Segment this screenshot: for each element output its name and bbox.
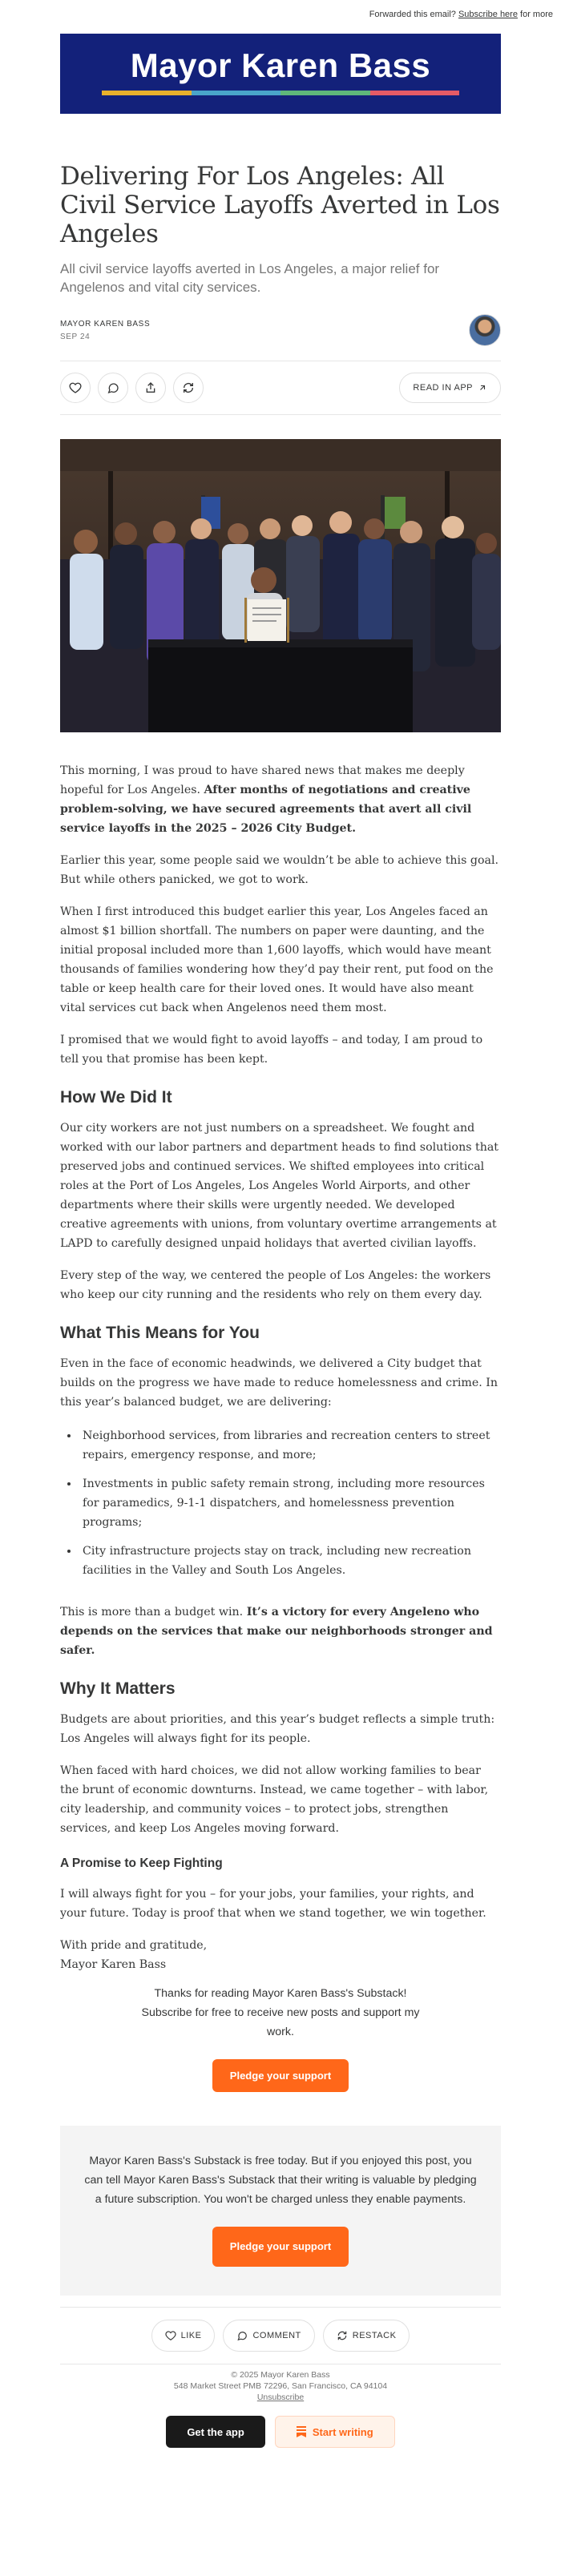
stripe-yellow	[102, 91, 192, 95]
read-in-app-button[interactable]	[399, 373, 501, 403]
paragraph: Budgets are about priorities, and this year’s budget reflects a simple truth: Los Angeles will always fight for its people.	[60, 1713, 495, 1745]
paragraph-bold: After months of negotiations and creative problem-solving, we have secured agreements that avert all civil service layoffs in the 2025 – 2026 City Budget.	[60, 784, 472, 835]
bullet-list	[60, 1426, 501, 1580]
restack-icon	[182, 381, 195, 394]
restack-button[interactable]	[173, 373, 204, 403]
publication-banner[interactable]	[60, 34, 501, 114]
subscribe-link[interactable]: Subscribe here	[458, 10, 518, 19]
start-writing-button[interactable]	[275, 2416, 395, 2448]
arrow-up-right-icon	[478, 383, 487, 393]
pledge-support-button[interactable]: Pledge your support	[212, 2059, 349, 2092]
section-heading: Why It Matters	[60, 1679, 176, 1698]
app-buttons	[60, 2416, 501, 2457]
substack-logo-icon	[297, 2426, 306, 2437]
comment-icon	[236, 2330, 248, 2341]
bill-signing-photo	[60, 439, 501, 732]
stripe-green	[280, 91, 370, 95]
author-name[interactable]: MAYOR KAREN BASS	[60, 319, 151, 329]
start-writing-label: Start writing	[312, 2425, 373, 2438]
paragraph: Earlier this year, some people said we wouldn’t be able to achieve this goal. But while others panicked, we got to work.	[60, 854, 499, 886]
post-subtitle: All civil service layoffs averted in Los Angeles, a major relief for Angelenos and vital city services.	[60, 261, 440, 295]
paragraph: Even in the face of economic headwinds, we delivered a City budget that builds on the progress we have made to reduce homelessness and crime. In this year’s balanced budget, we are delivering:	[60, 1357, 498, 1409]
share-icon	[144, 381, 157, 394]
byline-text	[60, 320, 150, 341]
paragraph: When faced with hard choices, we did not allow working families to bear the brunt of economic downturns. Instead, we came together – with labor, city leadership, and community voices – to protect jobs, strengthen services, and keep Los Angeles moving forward.	[60, 1764, 489, 1835]
like-pill-button[interactable]	[151, 2320, 216, 2352]
paragraph: I promised that we would fight to avoid layoffs – and today, I am proud to tell you that promise has been kept.	[60, 1034, 483, 1066]
list-item: • Investments in public safety remain strong, including more resources for paramedics, 9-1-1 dispatchers, and homelessness prevention programs;	[79, 1474, 501, 1532]
content-column	[60, 34, 501, 2457]
banner-title: Mayor Karen Bass	[130, 46, 431, 84]
get-app-label: Get the app	[187, 2425, 244, 2438]
post-photo[interactable]	[60, 439, 501, 732]
comment-pill-button[interactable]	[223, 2320, 314, 2352]
paragraph: Our city workers are not just numbers on a spreadsheet. We fought and worked with our labor partners and department heads to find solutions that preserved jobs and continued services. We shifted employees into critical roles at the Port of Los Angeles, Los Angeles World Airports, and other departments where their skills were urgently needed. We developed creative agreements with unions, from voluntary overtime arrangements at LAPD to carefully designed unpaid holidays that averted civilian layoffs.	[60, 1122, 498, 1250]
section-heading: What This Means for You	[60, 1324, 260, 1342]
pledge-text: Mayor Karen Bass's Substack is free today. But if you enjoyed this post, you can tell Mayor Karen Bass's Substack that their writing is valuable by pledging a future subscription. You won't be charged unless they enable payments.	[84, 2155, 477, 2206]
cta-text: Thanks for reading Mayor Karen Bass's Substack! Subscribe for free to receive new posts and support my work.	[141, 1987, 420, 2038]
like-button[interactable]	[60, 373, 91, 403]
author-avatar[interactable]	[469, 314, 501, 346]
paragraph: Every step of the way, we centered the people of Los Angeles: the workers who keep our city running and the residents who rely on them every day.	[60, 1269, 491, 1301]
paragraph: I will always fight for you – for your jobs, your families, your rights, and your future. Today is proof that when we stand together, we win together.	[60, 1888, 486, 1920]
address: 548 Market Street PMB 72296, San Francisco, CA 94104	[173, 2381, 388, 2391]
restack-label: RESTACK	[352, 2331, 397, 2340]
post-title[interactable]: Delivering For Los Angeles: All Civil Service Layoffs Averted in Los Angeles	[60, 162, 500, 248]
forwarded-note	[0, 0, 561, 24]
forwarded-prefix: Forwarded this email?	[369, 10, 456, 19]
restack-icon	[337, 2330, 348, 2341]
bottom-actions-bar	[60, 2307, 501, 2364]
forwarded-suffix: for more	[520, 10, 553, 19]
list-item: • Neighborhood services, from libraries and recreation centers to street repairs, emergency response, and more;	[79, 1426, 501, 1465]
share-button[interactable]	[135, 373, 166, 403]
stripe-blue	[192, 91, 281, 95]
comment-button[interactable]	[98, 373, 128, 403]
heart-icon	[69, 381, 82, 394]
copyright: © 2025 Mayor Karen Bass	[231, 2370, 330, 2380]
signature: Mayor Karen Bass	[60, 1958, 167, 1971]
pledge-support-button-2[interactable]: Pledge your support	[212, 2227, 349, 2267]
comment-label: COMMENT	[252, 2331, 301, 2340]
post-body	[60, 761, 501, 1974]
closing-line: With pride and gratitude,	[60, 1939, 208, 1952]
read-in-app-label: READ IN APP	[413, 383, 473, 393]
post-date: SEP 24	[60, 332, 91, 341]
banner-stripes	[102, 91, 459, 95]
list-item: • City infrastructure projects stay on track, including new recreation facilities in the Valley and South Los Angeles.	[79, 1542, 501, 1580]
post-actions-left	[60, 373, 204, 403]
get-app-button[interactable]	[166, 2416, 265, 2448]
restack-pill-button[interactable]	[323, 2320, 410, 2352]
comment-icon	[107, 381, 119, 394]
post-actions-bar	[60, 361, 501, 415]
closing	[60, 1936, 501, 1974]
heart-icon	[165, 2330, 176, 2341]
paragraph-text: This morning, I was proud to have shared news that makes me deeply hopeful for Los Angeles.	[60, 764, 465, 796]
like-label: LIKE	[180, 2331, 202, 2340]
paragraph	[60, 1602, 501, 1660]
stripe-red	[370, 91, 460, 95]
subscribe-cta	[60, 1974, 501, 2092]
subsection-heading: A Promise to Keep Fighting	[60, 1856, 223, 1870]
byline	[60, 314, 501, 346]
paragraph-text: This is more than a budget win.	[60, 1606, 247, 1619]
paragraph-bold: It’s a victory for every Angeleno who depends on the services that make our neighborhoods stronger and safer.	[60, 1606, 493, 1657]
pledge-box	[60, 2126, 501, 2296]
section-heading: How We Did It	[60, 1088, 172, 1107]
unsubscribe-link[interactable]: Unsubscribe	[256, 2393, 305, 2402]
footer	[60, 2369, 501, 2403]
paragraph: When I first introduced this budget earlier this year, Los Angeles faced an almost $1 billion shortfall. The numbers on paper were daunting, and the initial proposal included more than 1,600 layoffs, which would have meant thousands of families wondering how they’d pay their rent, put food on the table or keep health care for their loved ones. It would have also meant vital services cut back when Angelenos need them most.	[60, 905, 494, 1014]
paragraph	[60, 761, 501, 838]
